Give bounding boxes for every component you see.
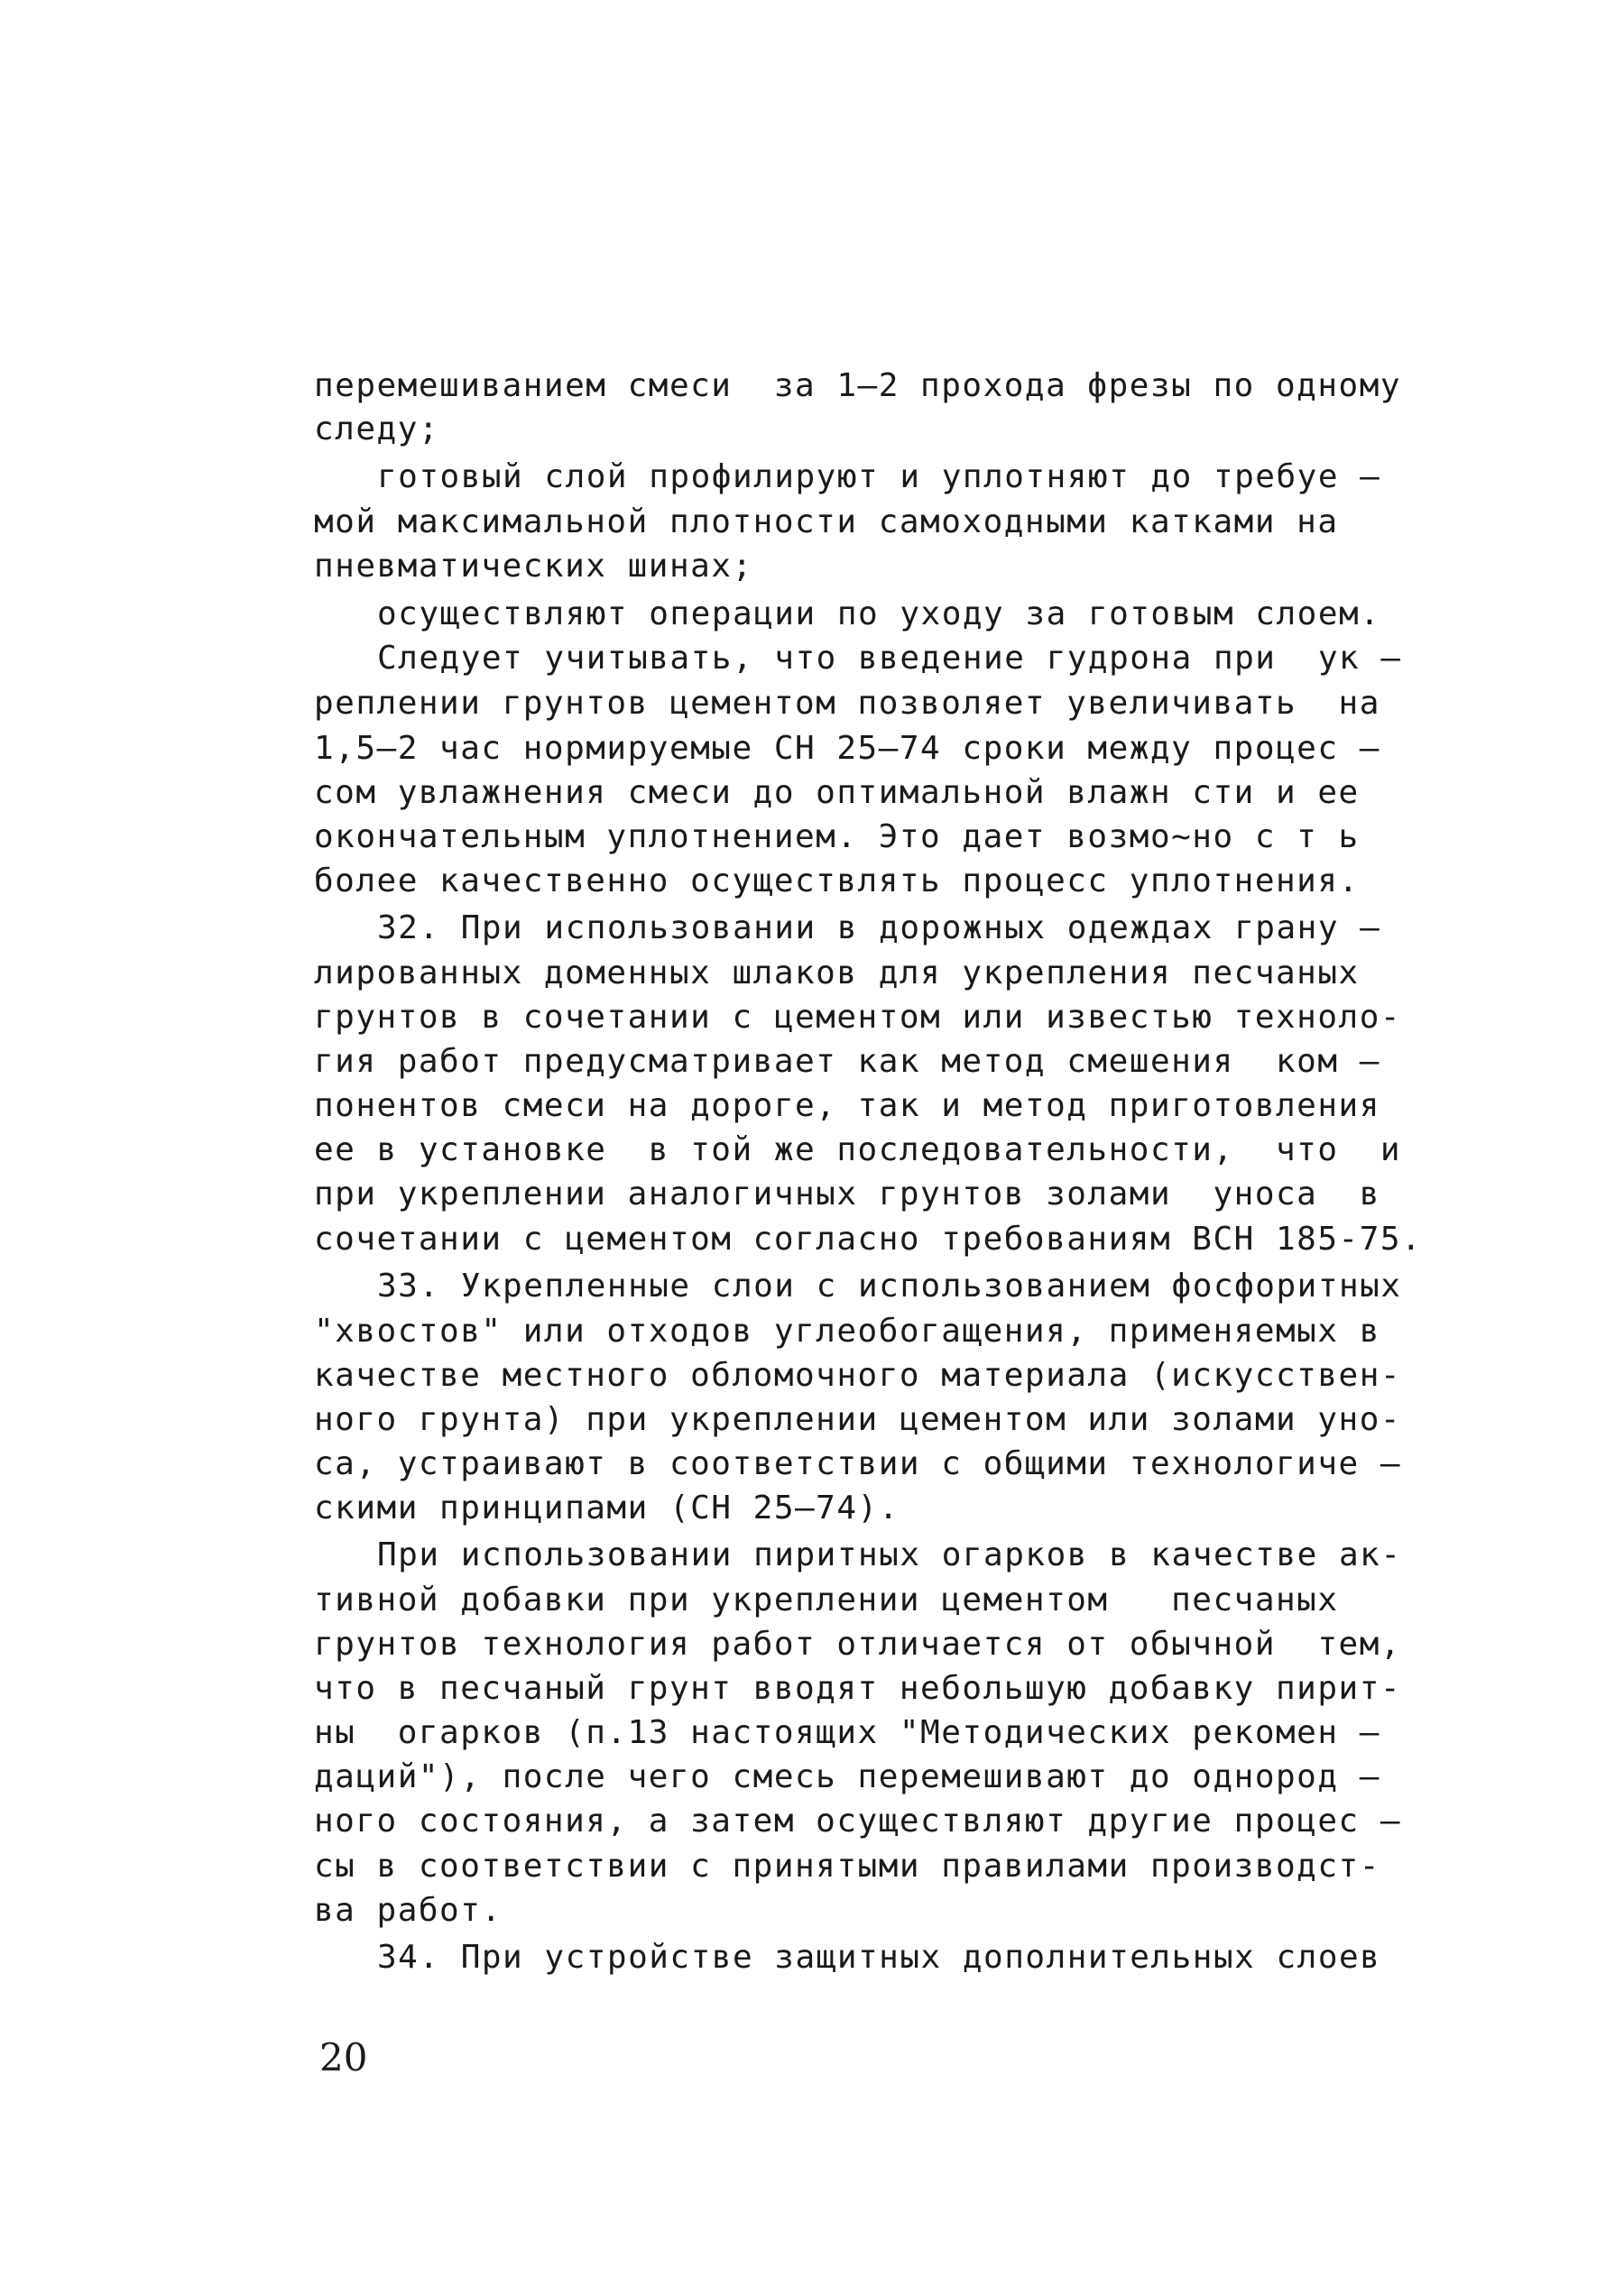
text-line: 32. При использовании в дорожных одеждах грану –	[377, 909, 1381, 946]
text-line: ны огарков (п.13 настоящих "Методических рекомен –	[314, 1714, 1380, 1751]
text-line: готовый слой профилируют и уплотняют до требуе –	[377, 458, 1381, 495]
text-line: реплении грунтов цементом позволяет увеличивать на	[314, 685, 1380, 722]
text-line: При использовании пиритных огарков в качестве ак-	[377, 1536, 1402, 1573]
text-line: ного грунта) при укреплении цементом или золами уно-	[314, 1401, 1402, 1438]
text-line: тивной добавки при укреплении цементом песчаных	[314, 1582, 1339, 1619]
text-line: окончательным уплотнением. Это дает возмо~но с т ь	[314, 818, 1360, 855]
text-line: 34. При устройстве защитных дополнительных слоев	[377, 1939, 1381, 1976]
text-line: "хвостов" или отходов углеобогащения, применяемых в	[314, 1313, 1380, 1350]
text-line: ного состояния, а затем осуществляют другие процес –	[314, 1803, 1402, 1840]
text-line: лированных доменных шлаков для укрепления песчаных	[314, 955, 1360, 992]
text-line: гия работ предусматривает как метод смешения ком –	[314, 1043, 1380, 1080]
page-number: 20	[319, 2035, 368, 2080]
text-line: пневматических шинах;	[314, 548, 753, 585]
text-line: качестве местного обломочного материала (искусствен-	[314, 1357, 1402, 1394]
text-line: более качественно осуществлять процесс уплотнения.	[314, 862, 1360, 899]
text-line: 33. Укрепленные слои с использованием фосфоритных	[377, 1268, 1402, 1305]
text-line: скими принципами (СН 25–74).	[314, 1490, 900, 1527]
text-line: 1,5–2 час нормируемые СН 25–74 сроки между процес –	[314, 730, 1380, 767]
text-line: ее в установке в той же последовательности, что и	[314, 1131, 1402, 1168]
text-line: Следует учитывать, что введение гудрона при ук –	[377, 640, 1402, 677]
text-line: са, устраивают в соответствии с общими технологиче –	[314, 1445, 1402, 1482]
text-line: сом увлажнения смеси до оптимальной влажн сти и ее	[314, 774, 1360, 811]
text-line: сы в соответствии с принятыми правилами производст-	[314, 1848, 1380, 1885]
text-line: при укреплении аналогичных грунтов золами уноса в	[314, 1176, 1380, 1213]
text-line: грунтов в сочетании с цементом или известью техноло-	[314, 999, 1402, 1036]
text-line: даций"), после чего смесь перемешивают до однород –	[314, 1758, 1380, 1795]
text-line: осуществляют операции по уходу за готовым слоем.	[377, 595, 1381, 632]
text-line: мой максимальной плотности самоходными катками на	[314, 503, 1339, 540]
text-line: понентов смеси на дороге, так и метод приготовления	[314, 1087, 1380, 1124]
text-line: перемешиванием смеси за 1–2 прохода фрезы по одному	[314, 367, 1402, 404]
text-line: следу;	[314, 410, 440, 447]
text-line: сочетании с цементом согласно требованиям ВСН 185-75.	[314, 1221, 1423, 1258]
text-line: ва работ.	[314, 1892, 503, 1929]
text-line: что в песчаный грунт вводят небольшую добавку пирит-	[314, 1670, 1402, 1707]
text-line: грунтов технология работ отличается от обычной тем,	[314, 1626, 1402, 1663]
